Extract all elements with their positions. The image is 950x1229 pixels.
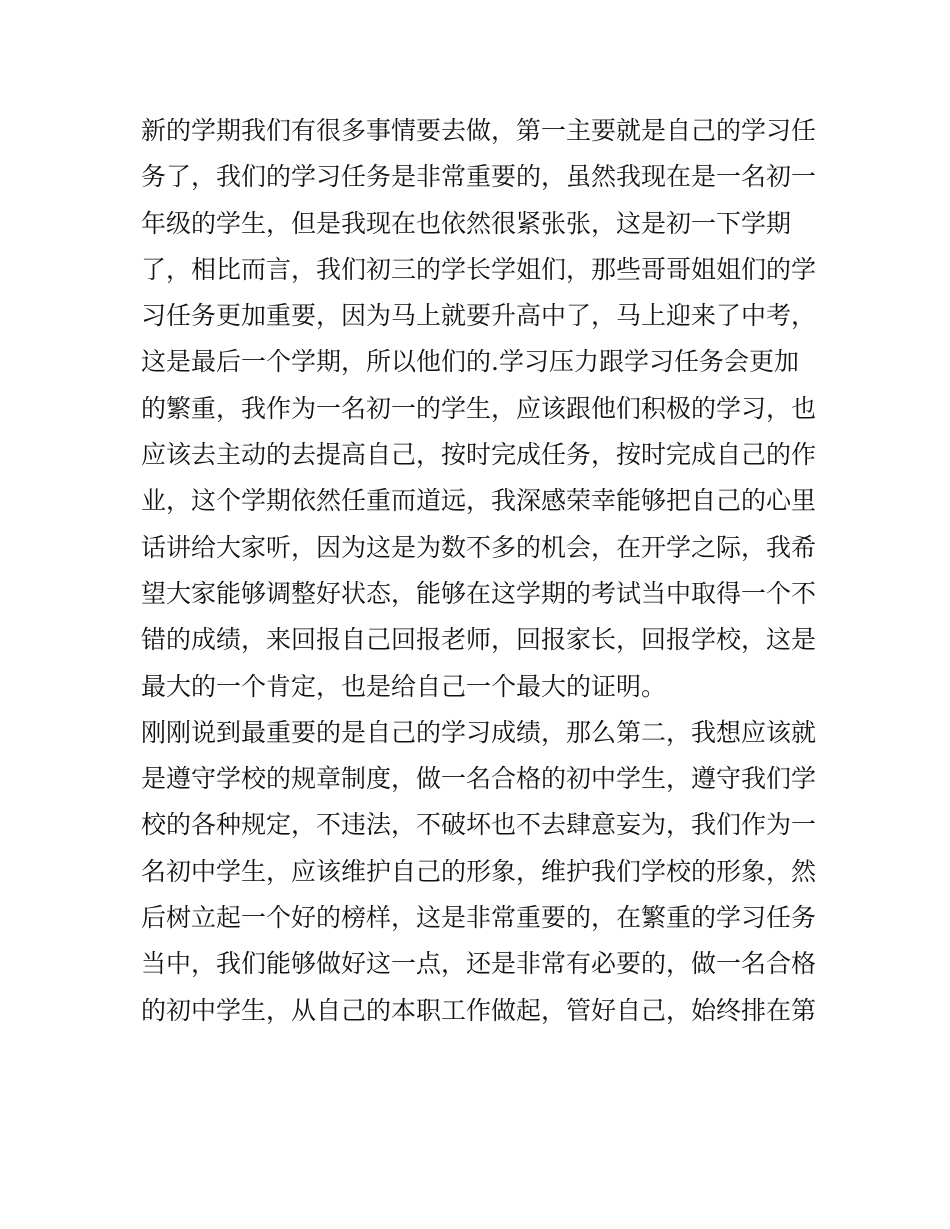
- text-line: 务了，我们的学习任务是非常重要的，虽然我现在是一名初一: [141, 162, 817, 192]
- text-line: 当中，我们能够做好这一点，还是非常有必要的，做一名合格: [141, 949, 817, 979]
- text-line: 了，相比而言，我们初三的学长学姐们，那些哥哥姐姐们的学: [141, 254, 817, 284]
- text-line: 的初中学生，从自己的本职工作做起，管好自己，始终排在第: [141, 995, 817, 1025]
- text-line: 最大的一个肯定，也是给自己一个最大的证明。: [141, 671, 667, 701]
- text-line: 的繁重，我作为一名初一的学生，应该跟他们积极的学习，也: [141, 393, 817, 423]
- text-line: 年级的学生，但是我现在也依然很紧张张，这是初一下学期: [141, 208, 792, 238]
- text-line: 后树立起一个好的榜样，这是非常重要的，在繁重的学习任务: [141, 903, 817, 933]
- text-line: 这是最后一个学期，所以他们的.学习压力跟学习任务会更加: [141, 347, 799, 377]
- text-line: 望大家能够调整好状态，能够在这学期的考试当中取得一个不: [141, 578, 817, 608]
- text-line: 名初中学生，应该维护自己的形象，维护我们学校的形象，然: [141, 856, 817, 886]
- text-line: 刚刚说到最重要的是自己的学习成绩，那么第二，我想应该就: [141, 717, 817, 747]
- text-line: 是遵守学校的规章制度，做一名合格的初中学生，遵守我们学: [141, 764, 817, 794]
- text-line: 新的学期我们有很多事情要去做，第一主要就是自己的学习任: [141, 116, 817, 145]
- text-line: 话讲给大家听，因为这是为数不多的机会，在开学之际，我希: [141, 532, 817, 562]
- text-line: 习任务更加重要，因为马上就要升高中了，马上迎来了中考，: [141, 301, 817, 331]
- body-text: [141, 108, 821, 1034]
- text-line: 业，这个学期依然任重而道远，我深感荣幸能够把自己的心里: [141, 486, 817, 516]
- text-line: 错的成绩，来回报自己回报老师，回报家长，回报学校，这是: [141, 625, 817, 655]
- text-line: 校的各种规定，不违法，不破坏也不去肆意妄为，我们作为一: [141, 810, 817, 840]
- text-line: 应该去主动的去提高自己，按时完成任务，按时完成自己的作: [141, 440, 817, 470]
